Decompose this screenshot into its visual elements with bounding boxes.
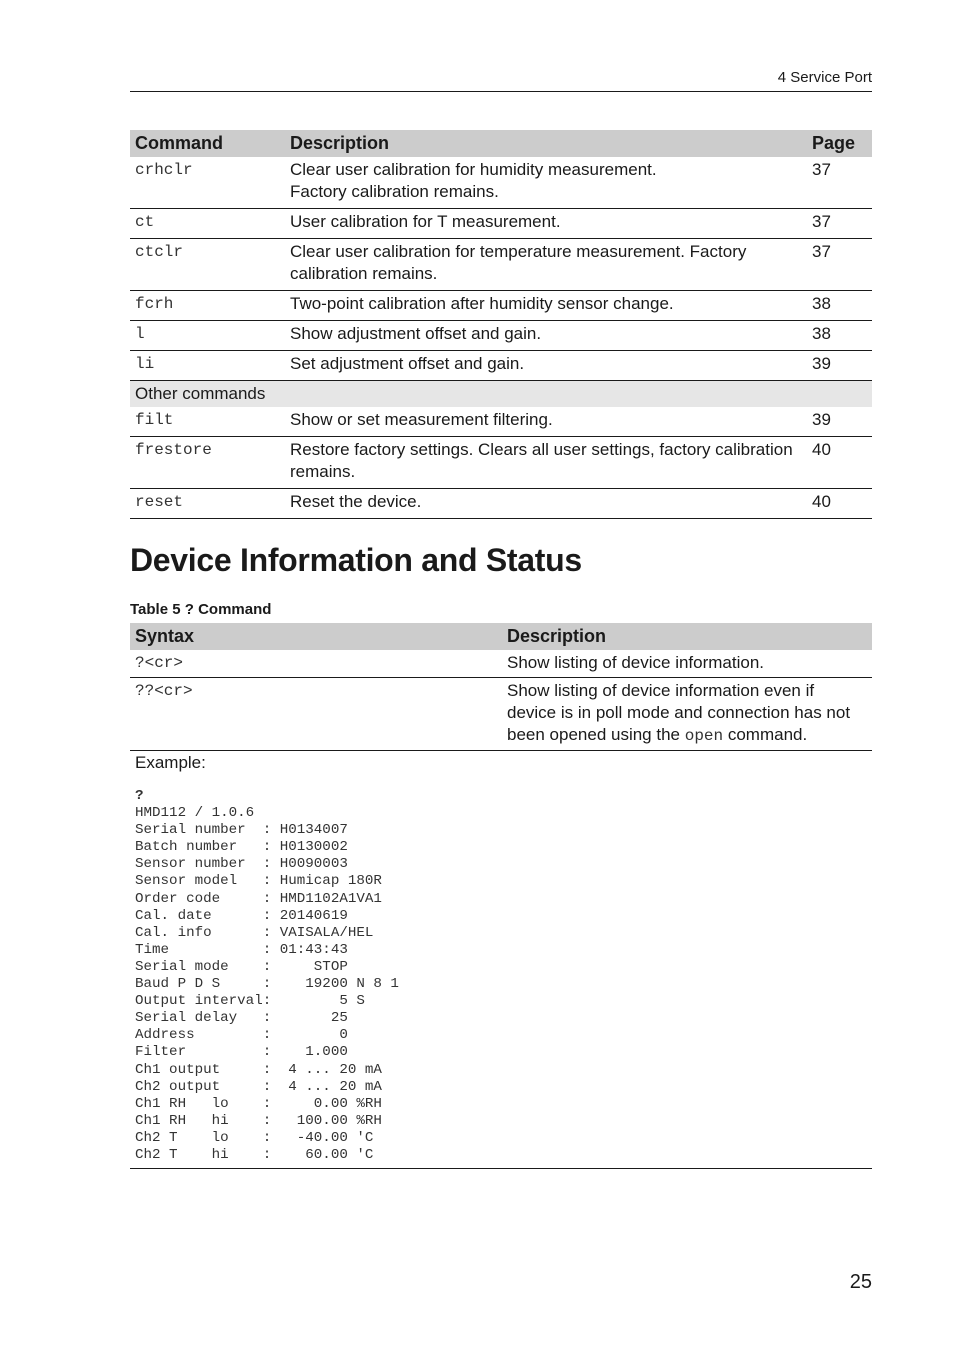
header-section-label: 4 Service Port (777, 69, 872, 86)
example-line: Batch number : H0130002 (135, 839, 348, 856)
command-cell: ctclr (130, 239, 285, 291)
syntax-cell: ??<cr> (130, 678, 502, 751)
inline-code-open: open (684, 727, 724, 745)
example-line: Filter : 1.000 (135, 1044, 348, 1061)
syntax-table (130, 623, 872, 751)
example-line: Ch1 output : 4 ... 20 mA (135, 1061, 382, 1078)
page-cell: 39 (807, 351, 872, 381)
table-row (130, 291, 872, 321)
example-prompt: ? (135, 788, 144, 804)
table-row (130, 678, 872, 751)
table-row (130, 489, 872, 519)
syntax-cell: ?<cr> (130, 650, 502, 678)
column-header-description: Description (285, 130, 807, 157)
column-header-description: Description (502, 623, 872, 650)
page-cell: 40 (807, 489, 872, 519)
table-row (130, 321, 872, 351)
description-text: Show listing of device information even if device is in poll mode and connection has not been opened using the (507, 681, 851, 744)
description-cell: Two-point calibration after humidity sensor change. (285, 291, 807, 321)
table-row (130, 239, 872, 291)
example-line: Address : 0 (135, 1027, 348, 1044)
description-cell: Set adjustment offset and gain. (285, 351, 807, 381)
command-table-header-row (130, 130, 872, 157)
example-line: Time : 01:43:43 (135, 941, 348, 958)
example-line: Order code : HMD1102A1VA1 (135, 890, 382, 907)
table-caption: Table 5 ? Command (130, 601, 272, 618)
command-cell: crhclr (130, 157, 285, 209)
table-row (130, 407, 872, 437)
description-cell (502, 678, 872, 751)
example-label: Example: (135, 753, 206, 772)
example-line: Cal. info : VAISALA/HEL (135, 924, 374, 941)
table-row (130, 437, 872, 489)
table-row (130, 650, 872, 678)
command-cell: ct (130, 209, 285, 239)
example-bottom-rule (130, 1168, 872, 1169)
example-line: Ch2 T lo : -40.00 'C (135, 1129, 374, 1146)
description-cell: Show or set measurement filtering. (285, 407, 807, 437)
description-cell: Clear user calibration for humidity measurement. Factory calibration remains. (285, 157, 807, 209)
example-line: Ch2 output : 4 ... 20 mA (135, 1078, 382, 1095)
column-header-command: Command (130, 130, 285, 157)
example-line: Ch1 RH lo : 0.00 %RH (135, 1095, 382, 1112)
page-cell: 39 (807, 407, 872, 437)
description-cell: Clear user calibration for temperature measurement. Factory calibration remains. (285, 239, 807, 291)
example-line: Ch2 T hi : 60.00 'C (135, 1146, 374, 1163)
page-cell: 37 (807, 209, 872, 239)
description-cell: Reset the device. (285, 489, 807, 519)
description-text-end: command. (723, 725, 808, 744)
example-line: Sensor number : H0090003 (135, 856, 348, 873)
description-cell: User calibration for T measurement. (285, 209, 807, 239)
example-line: Cal. date : 20140619 (135, 907, 348, 924)
description-cell: Show listing of device information. (502, 650, 872, 678)
page-cell: 37 (807, 239, 872, 291)
command-cell: filt (130, 407, 285, 437)
command-cell: frestore (130, 437, 285, 489)
page-cell: 38 (807, 321, 872, 351)
page-cell: 37 (807, 157, 872, 209)
example-line: Serial mode : STOP (135, 958, 348, 975)
description-cell: Restore factory settings. Clears all user settings, factory calibration remains. (285, 437, 807, 489)
column-header-syntax: Syntax (130, 623, 502, 650)
description-cell: Show adjustment offset and gain. (285, 321, 807, 351)
example-line: Output interval: 5 S (135, 993, 365, 1010)
table-row (130, 351, 872, 381)
page-number: 25 (849, 1271, 872, 1293)
command-cell: fcrh (130, 291, 285, 321)
example-output (135, 788, 399, 1164)
page-cell: 40 (807, 437, 872, 489)
example-line: Serial delay : 25 (135, 1010, 348, 1027)
example-line: Ch1 RH hi : 100.00 %RH (135, 1112, 382, 1129)
example-line: Sensor model : Humicap 180R (135, 873, 382, 890)
running-header (130, 68, 872, 92)
command-cell: reset (130, 489, 285, 519)
group-header-row (130, 381, 872, 408)
command-table (130, 130, 872, 519)
command-cell: li (130, 351, 285, 381)
group-label-other-commands: Other commands (130, 381, 872, 408)
example-line: Serial number : H0134007 (135, 822, 348, 839)
section-heading: Device Information and Status (130, 542, 582, 578)
table-row (130, 157, 872, 209)
table-row (130, 209, 872, 239)
syntax-table-header-row (130, 623, 872, 650)
example-line: Baud P D S : 19200 N 8 1 (135, 976, 399, 993)
page-cell: 38 (807, 291, 872, 321)
example-line: HMD112 / 1.0.6 (135, 805, 255, 822)
command-cell: l (130, 321, 285, 351)
column-header-page: Page (807, 130, 872, 157)
